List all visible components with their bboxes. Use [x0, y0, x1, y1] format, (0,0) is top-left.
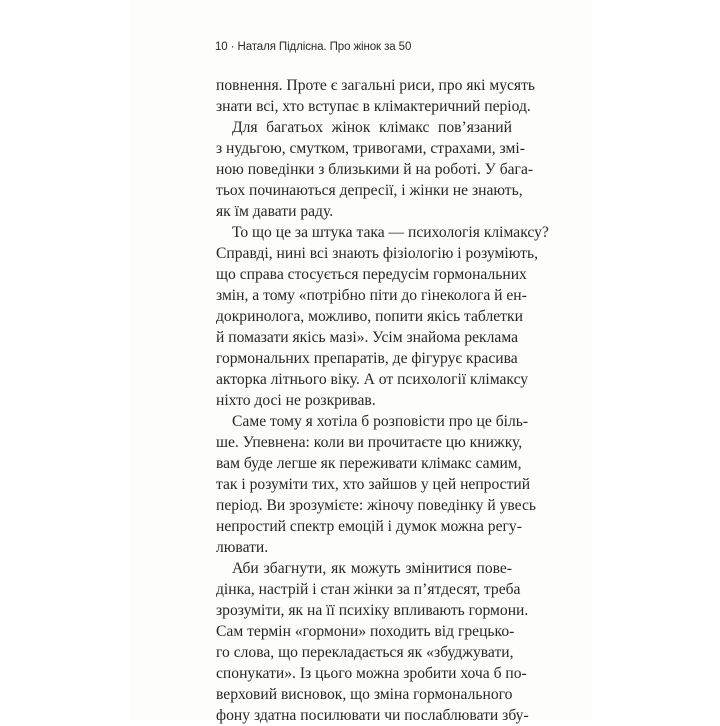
text-line: акторка літнього віку. А от психології клімаксу — [216, 371, 529, 388]
body-text — [216, 75, 549, 726]
text-line: верховий висновок, що зміна гормонального — [216, 686, 513, 703]
text-line: знати всі, хто вступає в клімактеричний період. — [216, 98, 531, 115]
text-line: ше. Упевнена: коли ви прочитаєте цю книжку, — [216, 434, 523, 451]
text-line: То що це за штука така — психологія клімаксу? — [232, 224, 549, 241]
text-line: лювати. — [216, 539, 269, 556]
text-line: Справді, нині всі знають фізіологію і розуміють, — [216, 245, 538, 262]
text-line: ною поведінки з близькими й на роботі. У бага- — [216, 161, 534, 178]
text-line: Для багатьох жінок клімакс пов’язаний — [232, 119, 512, 136]
paragraph — [216, 411, 536, 558]
text-line: повнення. Проте є загальні риси, про які мусять — [216, 77, 536, 94]
text-line: як їм давати раду. — [216, 203, 334, 220]
text-line: непростий спектр емоцій і думок можна регу- — [216, 518, 522, 535]
text-line: період. Ви зрозумієте: жіночу поведінку й увесь — [216, 497, 536, 514]
text-line: так і розуміти тих, хто зайшов у цей непростий — [216, 476, 531, 493]
text-line: гормональних препаратів, де фігурує красива — [216, 350, 518, 367]
text-line: й помазати якісь мазі». Усім знайома реклама — [216, 329, 519, 346]
text-line: з нудьгою, смутком, тривогами, страхами, змі- — [216, 140, 525, 157]
text-line: Саме тому я хотіла б розповісти про це біль- — [232, 413, 529, 430]
text-line: змін, а тому «потрібно піти до гінеколога й ен- — [216, 287, 527, 304]
text-line: докринолога, можливо, попити якісь таблетки — [216, 308, 523, 325]
paragraph — [216, 558, 529, 726]
text-line: фону здатна посилювати чи послаблювати збу- — [216, 707, 529, 724]
paragraph — [216, 117, 534, 222]
text-line: тьох починаються депресії, і жінки не знають, — [216, 182, 523, 199]
text-line: зрозуміти, як на її психіку впливають гормони. — [216, 602, 529, 619]
text-line: дінка, настрій і стан жінки за п’ятдесят, треба — [216, 581, 521, 598]
text-line: ніхто досі не розкривав. — [216, 392, 376, 409]
paragraph — [216, 222, 549, 411]
text-line: Аби збагнути, як можуть змінитися пове- — [232, 560, 512, 577]
text-line: вам буде легше як переживати клімакс самим, — [216, 455, 522, 472]
text-line: що справа стосується передусім гормональних — [216, 266, 527, 283]
text-line: го слова, що перекладається як «збуджувати, — [216, 644, 514, 661]
running-head: 10 · Наталя Підлісна. Про жінок за 50 — [215, 41, 412, 53]
paragraph — [216, 75, 536, 117]
text-line: Сам термін «гормони» походить від грецько- — [216, 623, 515, 640]
text-line: спонукати». Із цього можна зробити хоча б по- — [216, 665, 527, 682]
